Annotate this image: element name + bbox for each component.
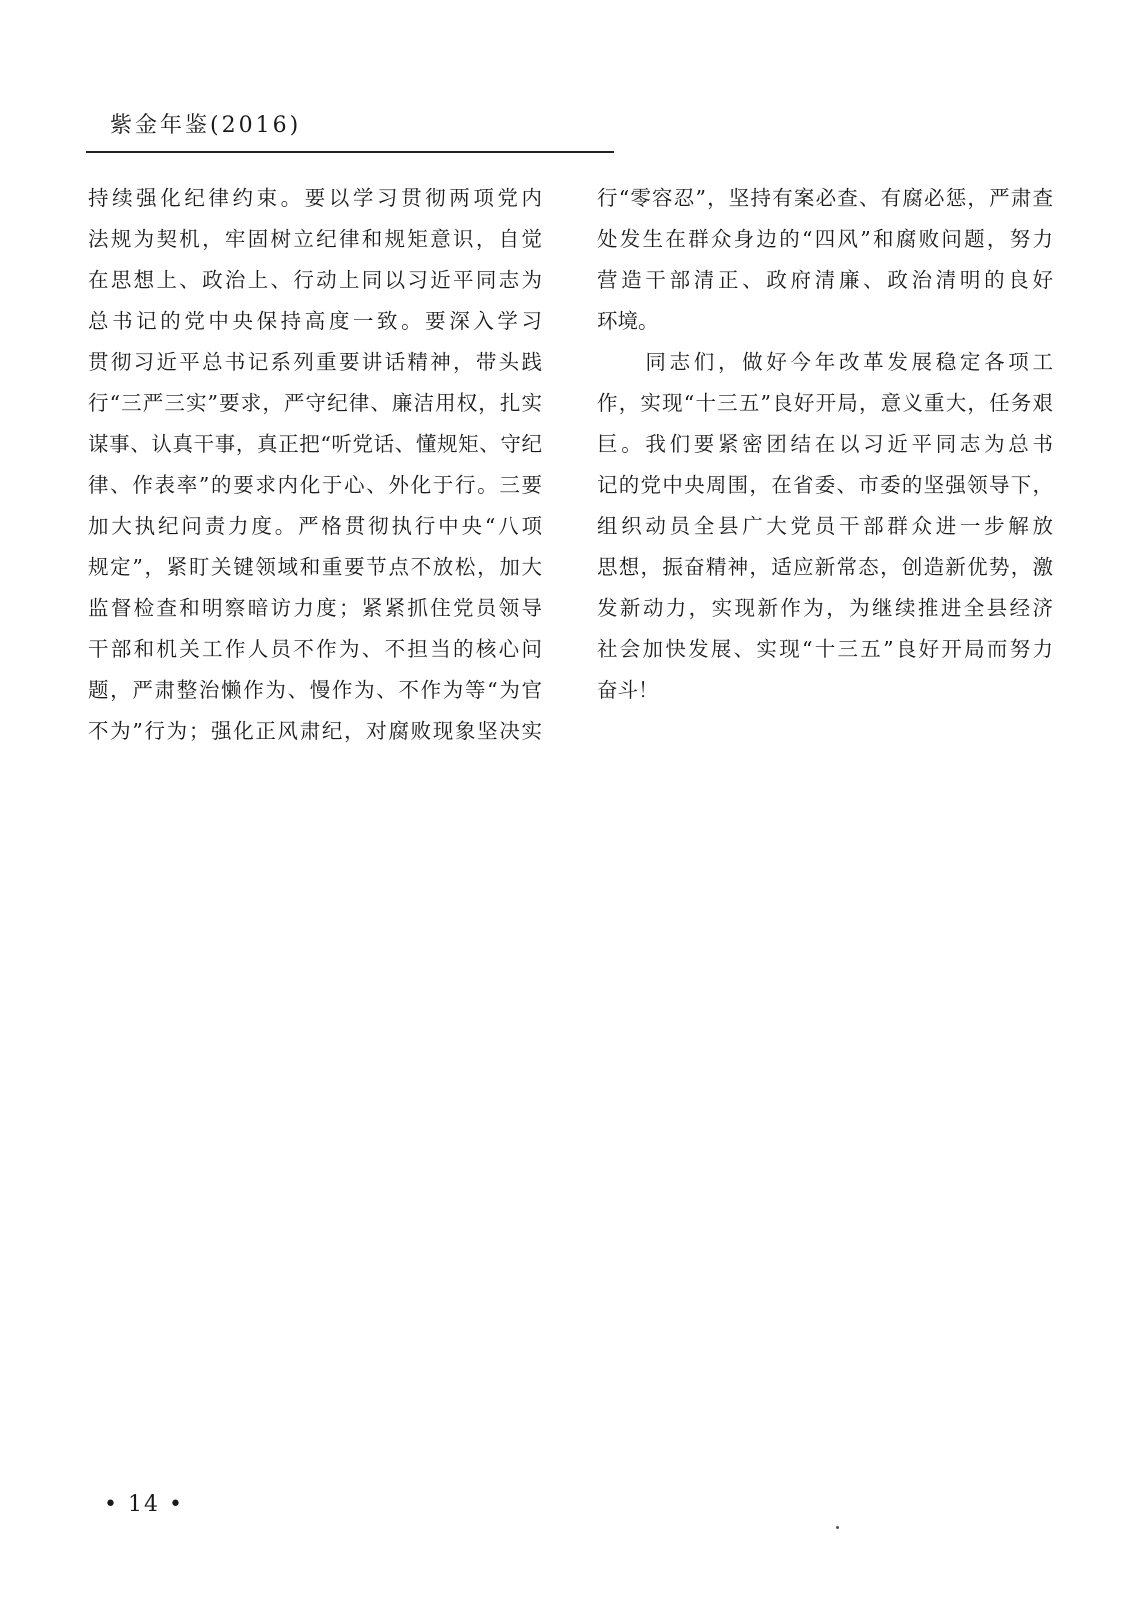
text-line: 谋事、认真干事，真正把“听党话、懂规矩、守纪 bbox=[88, 432, 542, 456]
text-line: 贯彻习近平总书记系列重要讲话精神，带头践 bbox=[88, 350, 542, 374]
text-line: 巨。我们要紧密团结在以习近平同志为总书 bbox=[597, 432, 1053, 456]
text-line: 律、作表率”的要求内化于心、外化于行。三要 bbox=[88, 473, 542, 497]
text-line: 法规为契机，牢固树立纪律和规矩意识，自觉 bbox=[88, 227, 542, 251]
text-line: 持续强化纪律约束。要以学习贯彻两项党内 bbox=[88, 186, 542, 210]
running-header-title: 紫金年鉴(2016) bbox=[110, 113, 302, 138]
scan-speck bbox=[836, 1526, 839, 1529]
text-line: 作，实现“十三五”良好开局，意义重大，任务艰 bbox=[597, 391, 1053, 415]
text-line: 规定”，紧盯关键领域和重要节点不放松，加大 bbox=[88, 555, 542, 579]
left-text-column bbox=[88, 178, 542, 752]
text-line: 行“三严三实”要求，严守纪律、廉洁用权，扎实 bbox=[88, 391, 542, 415]
text-line: 记的党中央周围，在省委、市委的坚强领导下， bbox=[597, 473, 1053, 497]
page-number: • 14 • bbox=[104, 1492, 184, 1517]
text-line: 社会加快发展、实现“十三五”良好开局而努力 bbox=[597, 637, 1053, 661]
text-line: 奋斗！ bbox=[597, 678, 659, 702]
text-line: 加大执纪问责力度。严格贯彻执行中央“八项 bbox=[88, 514, 542, 538]
header-divider bbox=[86, 151, 614, 153]
text-line: 处发生在群众身边的“四风”和腐败问题，努力 bbox=[597, 227, 1053, 251]
text-line: 在思想上、政治上、行动上同以习近平同志为 bbox=[88, 268, 542, 292]
right-text-column bbox=[597, 178, 1053, 711]
text-line: 组织动员全县广大党员干部群众进一步解放 bbox=[597, 514, 1053, 538]
text-line: 干部和机关工作人员不作为、不担当的核心问 bbox=[88, 637, 542, 661]
paragraph-start-line: 同志们，做好今年改革发展稳定各项工 bbox=[597, 350, 1053, 374]
text-line: 监督检查和明察暗访力度；紧紧抓住党员领导 bbox=[88, 596, 542, 620]
text-line: 总书记的党中央保持高度一致。要深入学习 bbox=[88, 309, 542, 333]
text-line: 题，严肃整治懒作为、慢作为、不作为等“为官 bbox=[88, 678, 542, 702]
text-line: 思想，振奋精神，适应新常态，创造新优势，激 bbox=[597, 555, 1053, 579]
text-line: 不为”行为；强化正风肃纪，对腐败现象坚决实 bbox=[88, 719, 542, 743]
text-line: 发新动力，实现新作为，为继续推进全县经济 bbox=[597, 596, 1053, 620]
text-line: 营造干部清正、政府清廉、政治清明的良好 bbox=[597, 268, 1053, 292]
text-line: 环境。 bbox=[597, 309, 659, 333]
text-line: 行“零容忍”，坚持有案必查、有腐必惩，严肃查 bbox=[597, 186, 1053, 210]
